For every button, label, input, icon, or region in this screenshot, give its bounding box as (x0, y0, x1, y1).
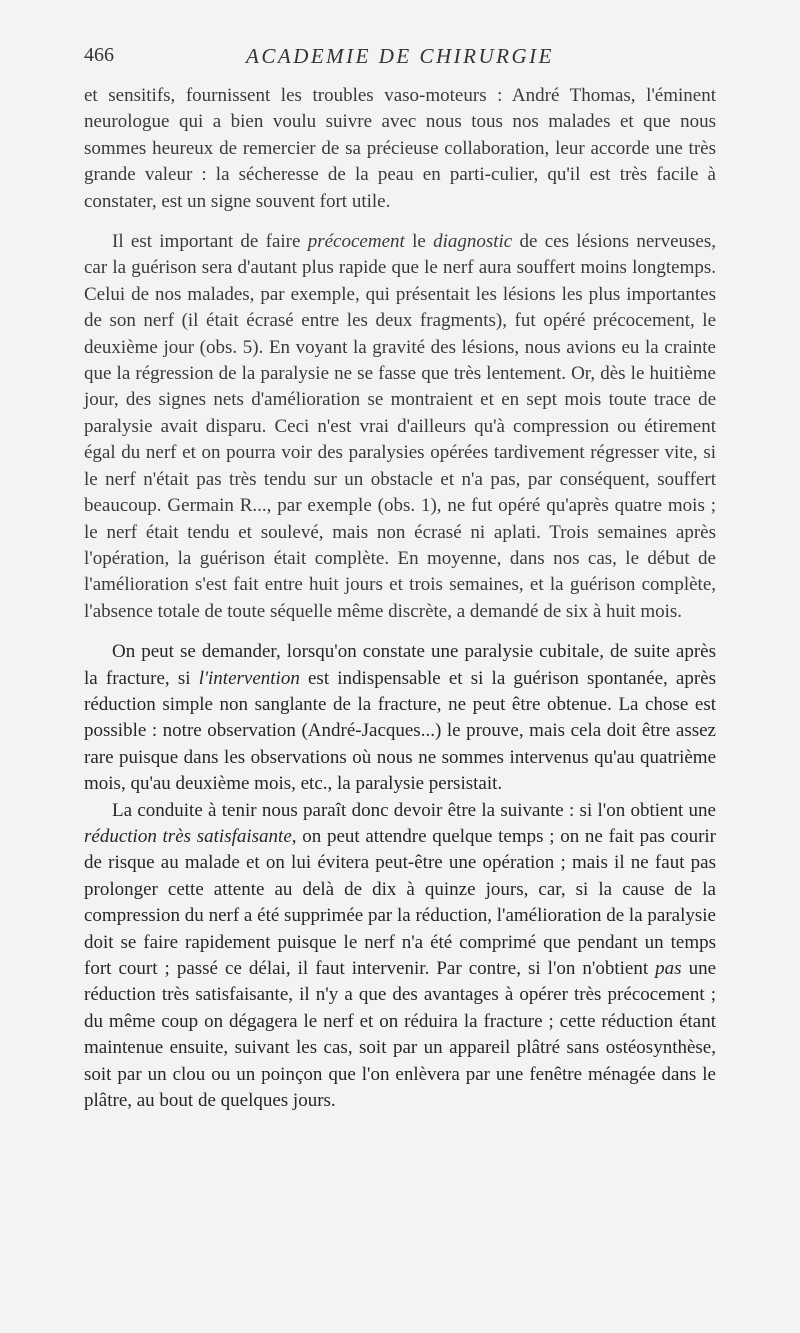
paragraph (84, 83, 716, 215)
running-title: ACADEMIE DE CHIRURGIE (246, 44, 554, 68)
emphasis-text: réduction très satisfaisante (84, 825, 292, 847)
emphasis-text: l'intervention (198, 667, 300, 689)
text-run: de ces lésions nerveuses, car la guérison sera d'autant plus rapide que le nerf aura souffert moins longtemps. Celui de nos malades, par exemple, qui présentait les lésions les plus importantes de son nerf (il était écrasé entre les deux fragments), fut opéré précocement, le deuxième jour (obs. 5). En voyant la gravité des lésions, nous avions eu la crainte que la régression de la paralysie ne se fasse que très lentement. Or, dès le huitième jour, des signes nets d'amélioration se montraient et en sept mois toute trace de paralysie avait disparu. Ceci n'est vrai d'ailleurs qu'à compression ou étirement égal du nerf et on pourra voir des paralysies opérées tardivement régresser vite, si le nerf n'était pas très tendu sur un obstacle et n'a pas, par conséquent, souffert beaucoup. Germain R..., par exemple (obs. 1), ne fut opéré qu'après quatre mois ; le nerf était tendu et soulevé, mais non écrasé ni aplati. Trois semaines après l'opération, la guérison était complète. En moyenne, dans nos cas, le début de l'amélioration s'est fait entre huit jours et trois semaines, et la guérison complète, l'absence totale de toute séquelle même discrète, a demandé de six à huit mois. (84, 231, 717, 622)
text-run: une réduction très satisfaisante, il n'y a que des avantages à opérer très précocement ; du même coup on dégagera le nerf et on réduira la fracture ; cette réduction étant maintenue ensuite, suivant les cas, soit par un appareil plâtré sans ostéosynthèse, soit par un clou ou un poinçon que l'on enlèvera par une fenêtre ménagée dans le plâtre, au bout de quelques jours. (84, 958, 717, 1112)
text-run: et sensitifs, fournissent les troubles vaso-moteurs : André Thomas, l'éminent neurologue qui a bien voulu suivre avec nous tous nos malades et que nous sommes heureux de remercier de sa précieuse collaboration, leur accorde une très grande valeur : la sécheresse de la peau en parti-culier, qu'il est très facile à constater, est un signe souvent fort utile. (84, 85, 716, 212)
text-run: La conduite à tenir nous paraît donc devoir être la suivante : si l'on obtient une (112, 799, 716, 821)
text-run: Il est important de faire (112, 231, 308, 253)
emphasis-text: précocement (307, 231, 405, 253)
paragraph (84, 639, 716, 797)
emphasis-text: pas (655, 958, 682, 979)
page-header (84, 44, 716, 74)
text-run: On peut se demander, lorsqu'on constate une paralysie cubitale, de suite après la fracture, si (84, 641, 716, 689)
paragraph (84, 798, 716, 1115)
emphasis-text: diagnostic (433, 231, 513, 253)
text-run: le (404, 231, 434, 253)
text-run: est indispensable et si la guérison spontanée, après réduction simple non sanglante de la fracture, ne peut être obtenue. La chose est possible : notre observation (André-Jacques...) le prouve, mais cela doit être assez rare puisque dans les observations où nous ne sommes intervenus qu'au quatrième mois, qu'au deuxième mois, etc., la paralysie persistait. (84, 667, 716, 795)
page-number: 466 (84, 44, 114, 66)
body-text (84, 83, 716, 1114)
text-run: , on peut attendre quelque temps ; on ne fait pas courir de risque au malade et on lui évitera peut-être une opération ; mais il ne faut pas prolonger cette attente au delà de dix à quinze jours, car, si la cause de la compression du nerf a été supprimée par la réduction, l'amélioration de la paralysie doit se faire rapidement puisque le nerf n'a été comprimé que pendant un temps fort court ; passé ce délai, il faut intervenir. Par contre, si l'on n'obtient (84, 825, 717, 979)
paragraph (84, 229, 716, 625)
